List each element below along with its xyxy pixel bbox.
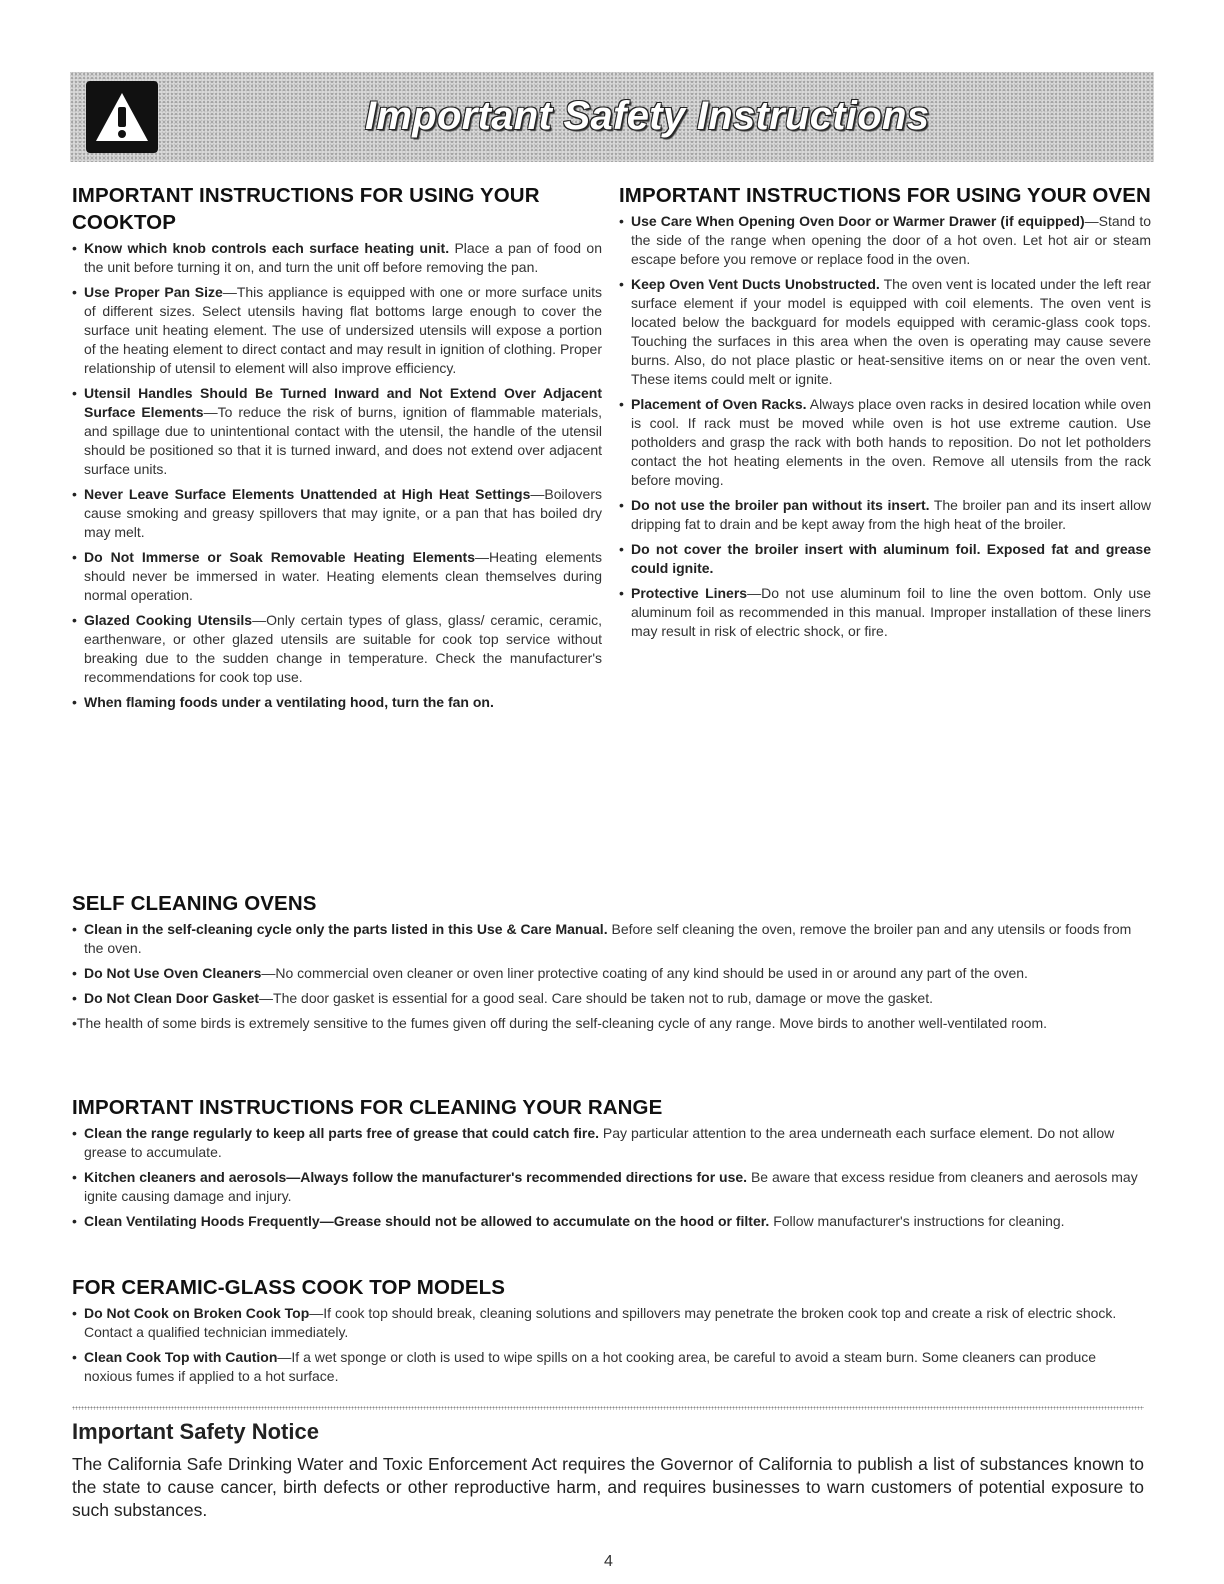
item-lead: Do Not Clean Door Gasket <box>84 990 260 1006</box>
notice-body: The California Safe Drinking Water and Toxic Enforcement Act requires the Governor of California to publish a list of substances known to the state to cause cancer, birth defects or other reproductive harm, and requires businesses to warn customers of potential exposure to such substances. <box>72 1454 1144 1520</box>
oven-item <box>619 496 1151 534</box>
self-cleaning-section <box>72 890 1144 1039</box>
cleaning-range-item <box>72 1124 1144 1162</box>
item-text: Pay particular attention to the area underneath each surface element. Do not allow grease to accumulate. <box>84 1125 1115 1160</box>
item-lead: Clean Ventilating Hoods Frequently—Grease should not be allowed to accumulate on the hood or filter. <box>84 1213 770 1229</box>
item-text: —Stand to the side of the range when opening the door of a hot oven. Let hot air or steam escape before you remove or replace food in the oven. <box>631 213 1151 267</box>
item-lead: Do Not Use Oven Cleaners <box>84 965 262 981</box>
ceramic-glass-heading: FOR CERAMIC-GLASS COOK TOP MODELS <box>72 1276 506 1299</box>
item-text: Always place oven racks in desired location while oven is cool. If rack must be moved while oven is hot use extreme caution. Use potholders and grasp the rack with both hands to reposition. Do not let potholders contact the hot heating elements in the oven. Remove all utensils from the rack before moving. <box>631 396 1152 488</box>
item-lead: Never Leave Surface Elements Unattended at High Heat Settings <box>84 486 531 502</box>
item-lead: Glazed Cooking Utensils <box>84 612 253 628</box>
item-text: •The health of some birds is extremely sensitive to the fumes given off during the self-cleaning cycle of any range. Move birds to another well-ventilated room. <box>72 1015 1048 1031</box>
oven-heading: IMPORTANT INSTRUCTIONS FOR USING YOUR OVEN <box>619 184 1151 207</box>
item-lead: Clean the range regularly to keep all parts free of grease that could catch fire. <box>84 1125 600 1141</box>
oven-item <box>619 212 1151 269</box>
item-text: —If a wet sponge or cloth is used to wipe spills on a hot cooking area, be careful to avoid a steam burn. Some cleaners can produce noxious fumes if applied to a hot surface. <box>84 1349 1097 1384</box>
notice-title: Important Safety Notice <box>72 1419 319 1444</box>
item-text: Be aware that excess residue from cleaners and aerosols may ignite causing damage and injury. <box>84 1169 1138 1204</box>
item-text: —If cook top should break, cleaning solutions and spillovers may penetrate the broken cook top and create a risk of electric shock. Contact a qualified technician immediately. <box>84 1305 1117 1340</box>
item-lead: Do not cover the broiler insert with aluminum foil. Exposed fat and grease could ignite. <box>631 541 1151 576</box>
cooktop-item <box>72 548 602 605</box>
cleaning-range-section <box>72 1094 1144 1237</box>
item-text: —Do not use aluminum foil to line the oven bottom. Only use aluminum foil as recommended in this manual. Improper installation of these liners may result in risk of electric shock, or fire. <box>631 585 1152 639</box>
item-lead: Clean in the self-cleaning cycle only the parts listed in this Use & Care Manual. <box>84 921 608 937</box>
item-lead: Use Care When Opening Oven Door or Warmer Drawer (if equipped) <box>631 213 1085 229</box>
self-cleaning-item <box>72 989 1144 1008</box>
warning-badge <box>86 81 158 153</box>
item-lead: Do Not Cook on Broken Cook Top <box>84 1305 310 1321</box>
cooktop-item <box>72 283 602 378</box>
item-lead: Kitchen cleaners and aerosols—Always follow the manufacturer's recommended directions for use. <box>84 1169 748 1185</box>
item-lead: Protective Liners <box>631 585 748 601</box>
ceramic-glass-section <box>72 1274 1144 1392</box>
self-cleaning-item <box>72 964 1144 983</box>
item-text: Before self cleaning the oven, remove the broiler pan and any utensils or foods from the oven. <box>84 921 1132 956</box>
item-lead: Clean Cook Top with Caution <box>84 1349 278 1365</box>
item-lead: Placement of Oven Racks. <box>631 396 807 412</box>
self-cleaning-heading: SELF CLEANING OVENS <box>72 892 317 915</box>
cooktop-item <box>72 384 602 479</box>
item-text: —Heating elements should never be immersed in water. Heating elements clean themselves during normal operation. <box>84 549 602 603</box>
cleaning-range-heading: IMPORTANT INSTRUCTIONS FOR CLEANING YOUR RANGE <box>72 1096 663 1119</box>
ceramic-glass-item <box>72 1348 1144 1386</box>
oven-item <box>619 584 1151 641</box>
oven-section <box>619 182 1151 647</box>
cooktop-item <box>72 611 602 687</box>
oven-item <box>619 275 1151 389</box>
ceramic-glass-list <box>72 1304 1144 1386</box>
item-lead: Know which knob controls each surface heating unit. <box>84 240 450 256</box>
item-lead: When flaming foods under a ventilating hood, turn the fan on. <box>84 694 494 710</box>
cooktop-item <box>72 485 602 542</box>
cleaning-range-list <box>72 1124 1144 1231</box>
page-title: Important Safety Instructions <box>365 94 930 138</box>
item-lead: Do not use the broiler pan without its insert. <box>631 497 930 513</box>
cooktop-item <box>72 693 602 712</box>
item-text: The oven vent is located under the left rear surface element if your model is equipped with coil elements. The oven vent is located below the backguard for models equipped with ceramic-glass cook tops. Touching the surfaces in this area when the oven is operating may cause severe burns. Also, do not place plastic or heat-sensitive items on or near the oven vent. These items could melt or ignite. <box>631 276 1151 387</box>
page-number: 4 <box>604 1553 613 1570</box>
ceramic-glass-item <box>72 1304 1144 1342</box>
item-lead: Keep Oven Vent Ducts Unobstructed. <box>631 276 880 292</box>
item-text: —Boilovers cause smoking and greasy spillovers that may ignite, or a pan that has boiled dry may melt. <box>84 486 602 540</box>
item-text: Place a pan of food on the unit before turning it on, and turn the unit off before removing the pan. <box>84 240 602 275</box>
item-text: The broiler pan and its insert allow dripping fat to drain and be kept away from the high heat of the broiler. <box>631 497 1152 532</box>
oven-item <box>619 540 1151 578</box>
section-divider <box>72 1406 1144 1410</box>
item-text: —Only certain types of glass, glass/ ceramic, ceramic, earthenware, or other glazed utensils are suitable for cook top service without breaking due to the sudden change in temperature. Check the manufacturer's recommendations for cook top use. <box>84 612 603 685</box>
item-text: Follow manufacturer's instructions for cleaning. <box>769 1213 1065 1229</box>
self-cleaning-list <box>72 920 1144 1033</box>
item-text: —This appliance is equipped with one or more surface units of different sizes. Select utensils having flat bottoms large enough to cover the surface unit heating element. The use of undersized utensils will expose a portion of the heating element to direct contact and may result in ignition of clothing. Proper relationship of utensil to element will also improve efficiency. <box>84 284 602 376</box>
header-banner <box>70 72 1154 162</box>
item-lead: Use Proper Pan Size <box>84 284 223 300</box>
cooktop-section <box>72 182 602 718</box>
item-text: —No commercial oven cleaner or oven liner protective coating of any kind should be used in or around any part of the oven. <box>261 965 1028 981</box>
item-text: —To reduce the risk of burns, ignition of flammable materials, and spillage due to unintentional contact with the utensil, the handle of the utensil should be positioned so that it is turned inward, and does not extend over adjacent surface units. <box>84 404 602 477</box>
cleaning-range-item <box>72 1212 1144 1231</box>
self-cleaning-item <box>72 1014 1144 1033</box>
cleaning-range-item <box>72 1168 1144 1206</box>
cooktop-list <box>72 239 602 712</box>
oven-list <box>619 212 1151 641</box>
self-cleaning-item <box>72 920 1144 958</box>
item-text: —The door gasket is essential for a good seal. Care should be taken not to rub, damage or move the gasket. <box>259 990 933 1006</box>
warning-triangle-icon <box>94 89 150 145</box>
item-lead: Do Not Immerse or Soak Removable Heating Elements <box>84 549 475 565</box>
cooktop-heading: IMPORTANT INSTRUCTIONS FOR USING YOUR COOKTOP <box>72 184 540 234</box>
oven-item <box>619 395 1151 490</box>
item-lead: Utensil Handles Should Be Turned Inward and Not Extend Over Adjacent Surface Elements <box>84 385 602 420</box>
cooktop-item <box>72 239 602 277</box>
